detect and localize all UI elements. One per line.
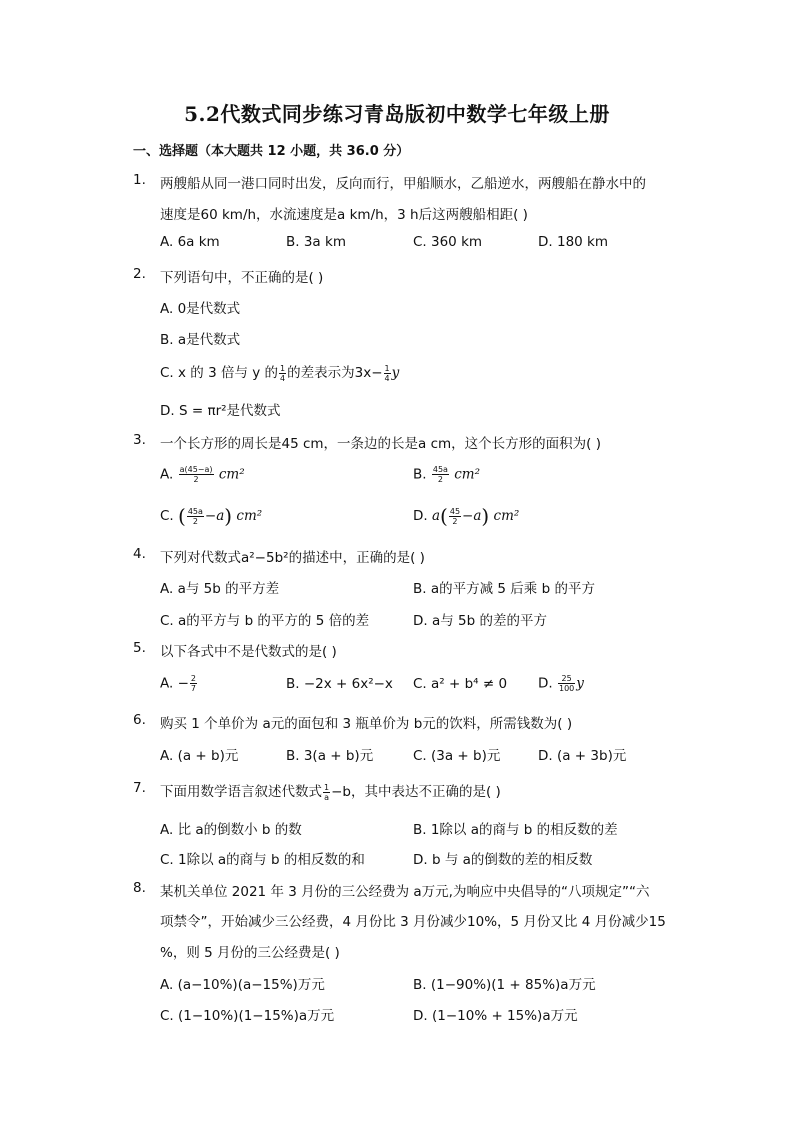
question-text: 某机关单位 2021 年 3 月份的三公经费为 a万元,为响应中央倡导的“八项规定”“六 [160,884,650,900]
question-text: 购买 1 个单价为 a元的面包和 3 瓶单价为 b元的饮料，所需钱数为( ) [160,716,573,732]
option-c: C. a² + b⁴ ≠ 0 [413,676,508,692]
option-b: B. (1−90%)(1 + 85%)a万元 [413,977,596,993]
fraction: $\frac{45a}{2}$ [187,506,203,526]
option-a: A. (a−10%)(a−15%)万元 [160,977,325,993]
fraction: $\frac{25}{100}$ [558,674,575,693]
option-a: A. 6a km [160,234,220,250]
option-d: D. 180 km [538,234,609,250]
option-b: B. $\frac{45a}{2}$ cm² [413,465,481,484]
option-c: C. 1除以 a的商与 b 的相反数的和 [160,852,365,868]
option-a: A. $\frac{a(45-a)}{2}$ cm² [160,465,245,484]
option-c: C. x 的 3 倍与 y 的 $\frac{1}{4}$ 的差表示为3x− $\frac{1}{4}$ y [160,363,400,383]
question-text: 速度是60 km/h，水流速度是a km/h，3 h后这两艘船相距( ) [160,207,528,223]
fraction: $\frac{45a}{2}$ [432,465,448,484]
section-heading: 一、选择题（本大题共 12 小题，共 36.0 分） [133,144,410,159]
option-c: C. (3a + b)元 [413,748,501,764]
question-text: %，则 5 月份的三公经费是( ) [160,945,340,961]
question-text: 两艘船从同一港口同时出发，反向而行，甲船顺水，乙船逆水，两艘船在静水中的 [160,176,646,192]
question-text: 下列对代数式a²−5b²的描述中，正确的是( ) [160,550,425,566]
question-text: 以下各式中不是代数式的是( ) [160,644,337,660]
question-text: 下列语句中，不正确的是( ) [160,270,324,286]
question-number: 2. [133,266,146,282]
question-text: 下面用数学语言叙述代数式 $\frac{1}{a}$ −b，其中表达不正确的是( ) [160,782,501,802]
option-d: D. S = πr²是代数式 [160,403,281,419]
fraction: $\frac{1}{a}$ [324,782,330,802]
question-number: 4. [133,546,146,562]
option-b: B. 3a km [286,234,346,250]
option-a: A. 比 a的倒数小 b 的数 [160,822,302,838]
question-number: 6. [133,712,146,728]
question-number: 8. [133,880,146,896]
page-title: 5.2代数式同步练习青岛版初中数学七年级上册 [184,102,610,126]
fraction: $\frac{45}{2}$ [449,506,461,526]
option-d: D. $\frac{25}{100}$ y [538,674,584,693]
option-c: C. a的平方与 b 的平方的 5 倍的差 [160,613,370,629]
fraction: $\frac{1}{4}$ [384,363,390,383]
option-d: D. a( $\frac{45}{2}$ −a) cm² [413,504,520,528]
option-d: D. b 与 a的倒数的差的相反数 [413,852,593,868]
option-a: A. (a + b)元 [160,748,239,764]
option-d: D. (1−10% + 15%)a万元 [413,1008,578,1024]
option-d: D. a与 5b 的差的平方 [413,613,547,629]
option-c: C. ( $\frac{45a}{2}$ −a) cm² [160,504,263,528]
option-b: B. a是代数式 [160,332,241,348]
option-b: B. −2x + 6x²−x [286,676,393,692]
question-number: 7. [133,780,146,796]
option-a: A. a与 5b 的平方差 [160,581,280,597]
option-c: C. 360 km [413,234,483,250]
fraction: $\frac{1}{4}$ [280,363,286,383]
question-number: 3. [133,432,146,448]
option-d: D. (a + 3b)元 [538,748,627,764]
option-a: A. 0是代数式 [160,301,241,317]
option-b: B. 3(a + b)元 [286,748,374,764]
option-b: B. 1除以 a的商与 b 的相反数的差 [413,822,618,838]
question-number: 5. [133,640,146,656]
option-a: A. − $\frac{2}{7}$ [160,674,196,693]
option-c: C. (1−10%)(1−15%)a万元 [160,1008,335,1024]
question-number: 1. [133,172,146,188]
fraction: $\frac{a(45-a)}{2}$ [179,465,213,484]
question-text: 项禁令”，开始减少三公经费，4 月份比 3 月份减少10%，5 月份又比 4 月份减少15 [160,914,666,930]
fraction: $\frac{2}{7}$ [190,674,196,693]
question-text: 一个长方形的周长是45 cm，一条边的长是a cm，这个长方形的面积为( ) [160,436,602,452]
option-b: B. a的平方减 5 后乘 b 的平方 [413,581,595,597]
